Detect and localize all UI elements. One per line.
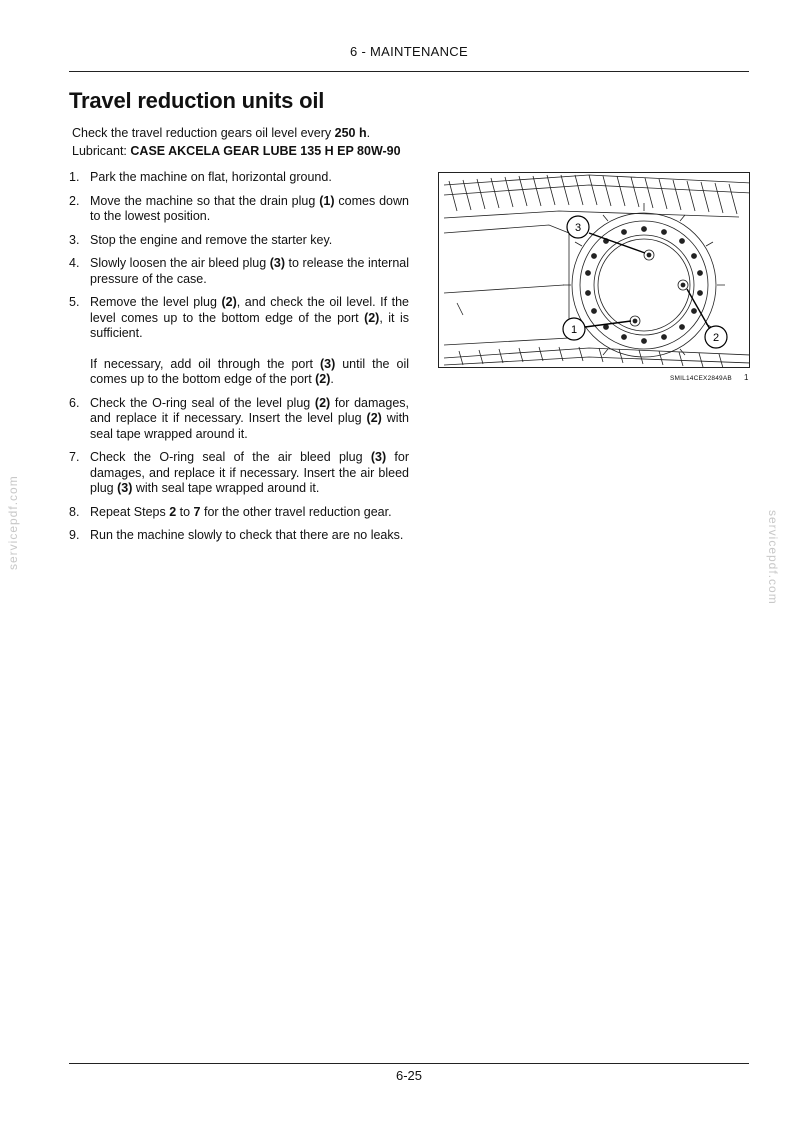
step-text-run: Repeat Steps [90, 504, 170, 519]
step-text-run: for the other travel reduction gear. [200, 504, 392, 519]
procedure-step [69, 396, 409, 443]
watermark-right: servicepdf.com [766, 510, 780, 605]
step-text-run: to release the internal pressure of the case. [90, 256, 409, 286]
callout-1 [563, 318, 585, 340]
step-text-run: Slowly loosen the air bleed plug [90, 256, 270, 270]
step-text [90, 233, 409, 249]
step-reference: (2) [221, 295, 237, 309]
check-interval-suffix: . [366, 126, 371, 140]
procedure-step [69, 528, 409, 544]
procedure-step [69, 170, 409, 186]
step-text-run: Remove the level plug [90, 295, 222, 309]
lubricant-line [72, 142, 432, 160]
step-text-run: Park the machine on flat, horizontal ground. [90, 170, 332, 184]
page-header [69, 42, 749, 72]
step-text [90, 450, 409, 497]
lubricant-label: Lubricant: [72, 144, 127, 158]
procedure-step [69, 295, 409, 388]
step-reference: (2) [364, 310, 380, 325]
step-text [90, 256, 409, 287]
procedure-step [69, 194, 409, 225]
step-reference: 2 [169, 504, 177, 519]
page-number: 6-25 [395, 1068, 423, 1083]
step-number: 5. [69, 295, 80, 309]
step-text-run: Check the O-ring seal of the air bleed plug [90, 450, 371, 464]
step-number: 4. [69, 256, 80, 270]
step-reference: (3) [370, 450, 387, 464]
step-number: 2. [69, 193, 80, 208]
svg-text:1: 1 [570, 324, 578, 336]
step-text-run: Stop the engine and remove the starter key. [90, 232, 333, 247]
procedure-step [69, 233, 409, 249]
step-text-run: for damages, and replace it if necessary. Insert the level plug [90, 395, 409, 425]
step-text-run: with seal tape wrapped around it. [90, 411, 410, 441]
lubricant-value: CASE AKCELA GEAR LUBE 135 H EP 80W-90 [130, 144, 401, 158]
watermark-left: servicepdf.com [6, 475, 20, 570]
step-reference: (3) [269, 256, 286, 270]
figure-code: SMIL14CEX2849AB [670, 375, 732, 382]
step-reference: (2) [366, 411, 382, 425]
figure-travel-reduction-unit [438, 172, 750, 368]
procedure-step [69, 450, 409, 497]
step-text [90, 170, 409, 186]
footer-divider [69, 1063, 749, 1064]
step-text-run: to [176, 504, 194, 519]
step-text [90, 396, 409, 443]
step-text [90, 528, 409, 544]
step-text-run: If necessary, add oil through the port [90, 356, 320, 371]
procedure-step [69, 256, 409, 287]
procedure-steps [69, 170, 409, 552]
step-text [90, 194, 409, 225]
step-text [90, 357, 409, 388]
step-text-run: until the oil comes up to the bottom edge of the port [90, 356, 409, 386]
step-text-run: Move the machine so that the drain plug [90, 193, 320, 208]
step-text-run: with seal tape wrapped around it. [132, 481, 320, 495]
step-number: 6. [69, 395, 80, 410]
figure-number: 1 [744, 373, 749, 382]
step-reference: (1) [319, 193, 335, 208]
step-number: 9. [69, 528, 80, 542]
step-text [90, 295, 409, 342]
step-text-run: , it is sufficient. [90, 310, 409, 340]
step-number: 1. [69, 170, 80, 184]
page-title: Travel reduction units oil [69, 88, 325, 113]
step-number: 3. [69, 232, 80, 247]
check-interval-text: Check the travel reduction gears oil level every [72, 126, 335, 140]
procedure-step [69, 505, 409, 521]
step-reference: (2) [314, 395, 331, 410]
section-title: 6 - MAINTENANCE [350, 44, 468, 59]
step-reference: 7 [193, 504, 201, 519]
step-text-run: for damages, and replace it if necessary. Insert the air bleed plug [90, 450, 410, 495]
check-interval-line [72, 124, 432, 142]
step-text-run: comes down to the lowest position. [90, 193, 409, 223]
step-text-run: , and check the oil level. If the level comes up to the bottom edge of the port [90, 295, 410, 325]
step-text-run: . [330, 372, 334, 386]
callout-2 [705, 326, 727, 348]
step-text-run: Check the O-ring seal of the level plug [90, 395, 315, 410]
step-number: 8. [69, 504, 80, 519]
svg-text:3: 3 [574, 222, 582, 234]
step-text-run: Run the machine slowly to check that there are no leaks. [90, 528, 404, 542]
check-interval-value: 250 h [334, 126, 367, 140]
step-text [90, 505, 409, 521]
step-reference: (3) [319, 356, 336, 371]
step-number: 7. [69, 450, 80, 464]
callout-3 [567, 216, 589, 238]
intro-block [72, 124, 432, 160]
svg-text:2: 2 [712, 332, 720, 344]
travel-reduction-illustration [439, 173, 750, 368]
step-reference: (2) [315, 372, 331, 386]
step-reference: (3) [117, 481, 133, 495]
